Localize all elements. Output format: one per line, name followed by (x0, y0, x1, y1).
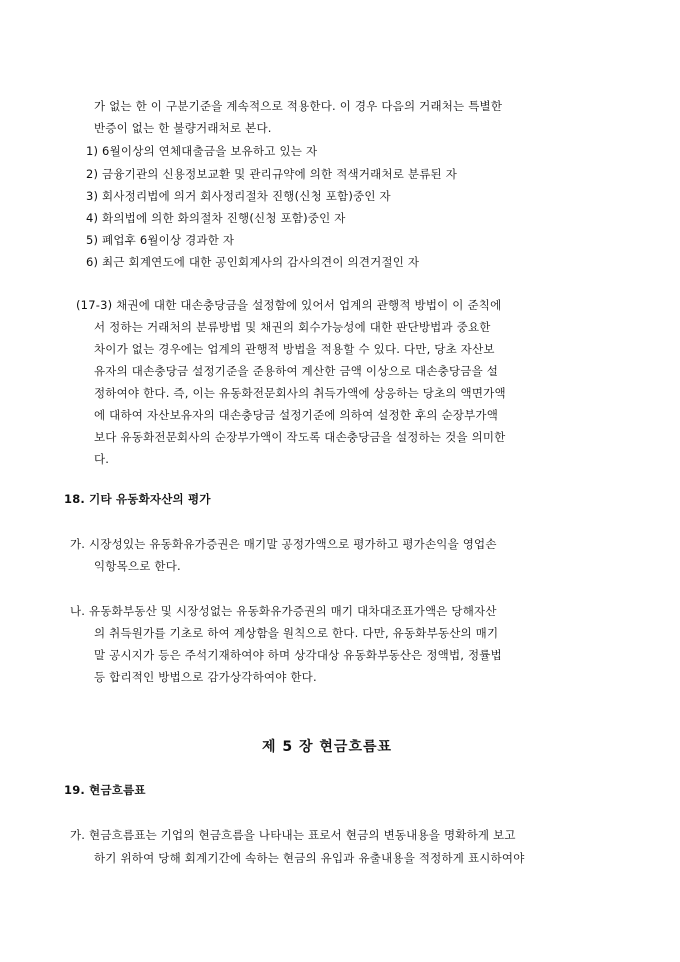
paragraph-line: 가. 현금흐름표는 기업의 현금흐름을 나타내는 표로서 현금의 변동내용을 명확하게 보고 (70, 828, 516, 842)
paragraph-line: 다. (94, 452, 110, 466)
paragraph-line: 익항목으로 한다. (94, 559, 181, 573)
paragraph-line: 서 정하는 거래처의 분류방법 및 채권의 회수가능성에 대한 판단방법과 중요한 (94, 320, 491, 334)
paragraph-line: 하기 위하여 당해 회계기간에 속하는 현금의 유입과 유출내용을 적정하게 표시하여야 (94, 851, 525, 865)
list-item: 1) 6월이상의 연체대출금을 보유하고 있는 자 (86, 144, 318, 158)
list-item: 6) 최근 회계연도에 대한 공인회계사의 감사의견이 의견거절인 자 (86, 255, 420, 269)
intro-line: 반증이 없는 한 불량거래처로 본다. (94, 121, 272, 135)
paragraph-line: 차이가 없는 경우에는 업계의 관행적 방법을 적용할 수 있다. 다만, 당초 자산보 (94, 342, 495, 356)
section-heading: 19. 현금흐름표 (64, 783, 146, 797)
paragraph-line: 보다 유동화전문회사의 순장부가액이 작도록 대손충당금을 설정하는 것을 의미한 (94, 430, 506, 444)
list-item: 5) 폐업후 6월이상 경과한 자 (86, 233, 235, 247)
paragraph-line: 에 대하여 자산보유자의 대손충당금 설정기준에 의하여 설정한 후의 순장부가액 (94, 408, 499, 422)
paragraph-line: 말 공시지가 등은 주석기재하여야 하며 상각대상 유동화부동산은 정액법, 정률법 (94, 648, 502, 662)
paragraph-line: (17-3) 채권에 대한 대손충당금을 설정함에 있어서 업계의 관행적 방법이 이 준칙에 (76, 298, 502, 312)
paragraph-line: 유자의 대손충당금 설정기준을 준용하여 계산한 금액 이상으로 대손충당금을 설 (94, 364, 499, 378)
intro-line: 가 없는 한 이 구분기준을 계속적으로 적용한다. 이 경우 다음의 거래처는 특별한 (94, 99, 503, 113)
list-item: 3) 회사정리법에 의거 회사정리절차 진행(신청 포함)중인 자 (86, 189, 391, 203)
paragraph-line: 나. 유동화부동산 및 시장성없는 유동화유가증권의 매기 대차대조표가액은 당해자산 (70, 604, 497, 618)
list-item: 4) 화의법에 의한 화의절차 진행(신청 포함)중인 자 (86, 211, 346, 225)
chapter-title: 제 5 장 현금흐름표 (262, 739, 393, 755)
section-heading: 18. 기타 유동화자산의 평가 (64, 492, 211, 506)
list-item: 2) 금융기관의 신용정보교환 및 관리규약에 의한 적색거래처로 분류된 자 (86, 167, 458, 181)
paragraph-line: 가. 시장성있는 유동화유가증권은 매기말 공정가액으로 평가하고 평가손익을 영업손 (70, 537, 497, 551)
paragraph-line: 의 취득원가를 기초로 하여 계상함을 원칙으로 한다. 다만, 유동화부동산의 매기 (94, 626, 499, 640)
paragraph-line: 등 합리적인 방법으로 감가상각하여야 한다. (94, 670, 317, 684)
paragraph-line: 정하여야 한다. 즉, 이는 유동화전문회사의 취득가액에 상응하는 당초의 액면가액 (94, 386, 506, 400)
